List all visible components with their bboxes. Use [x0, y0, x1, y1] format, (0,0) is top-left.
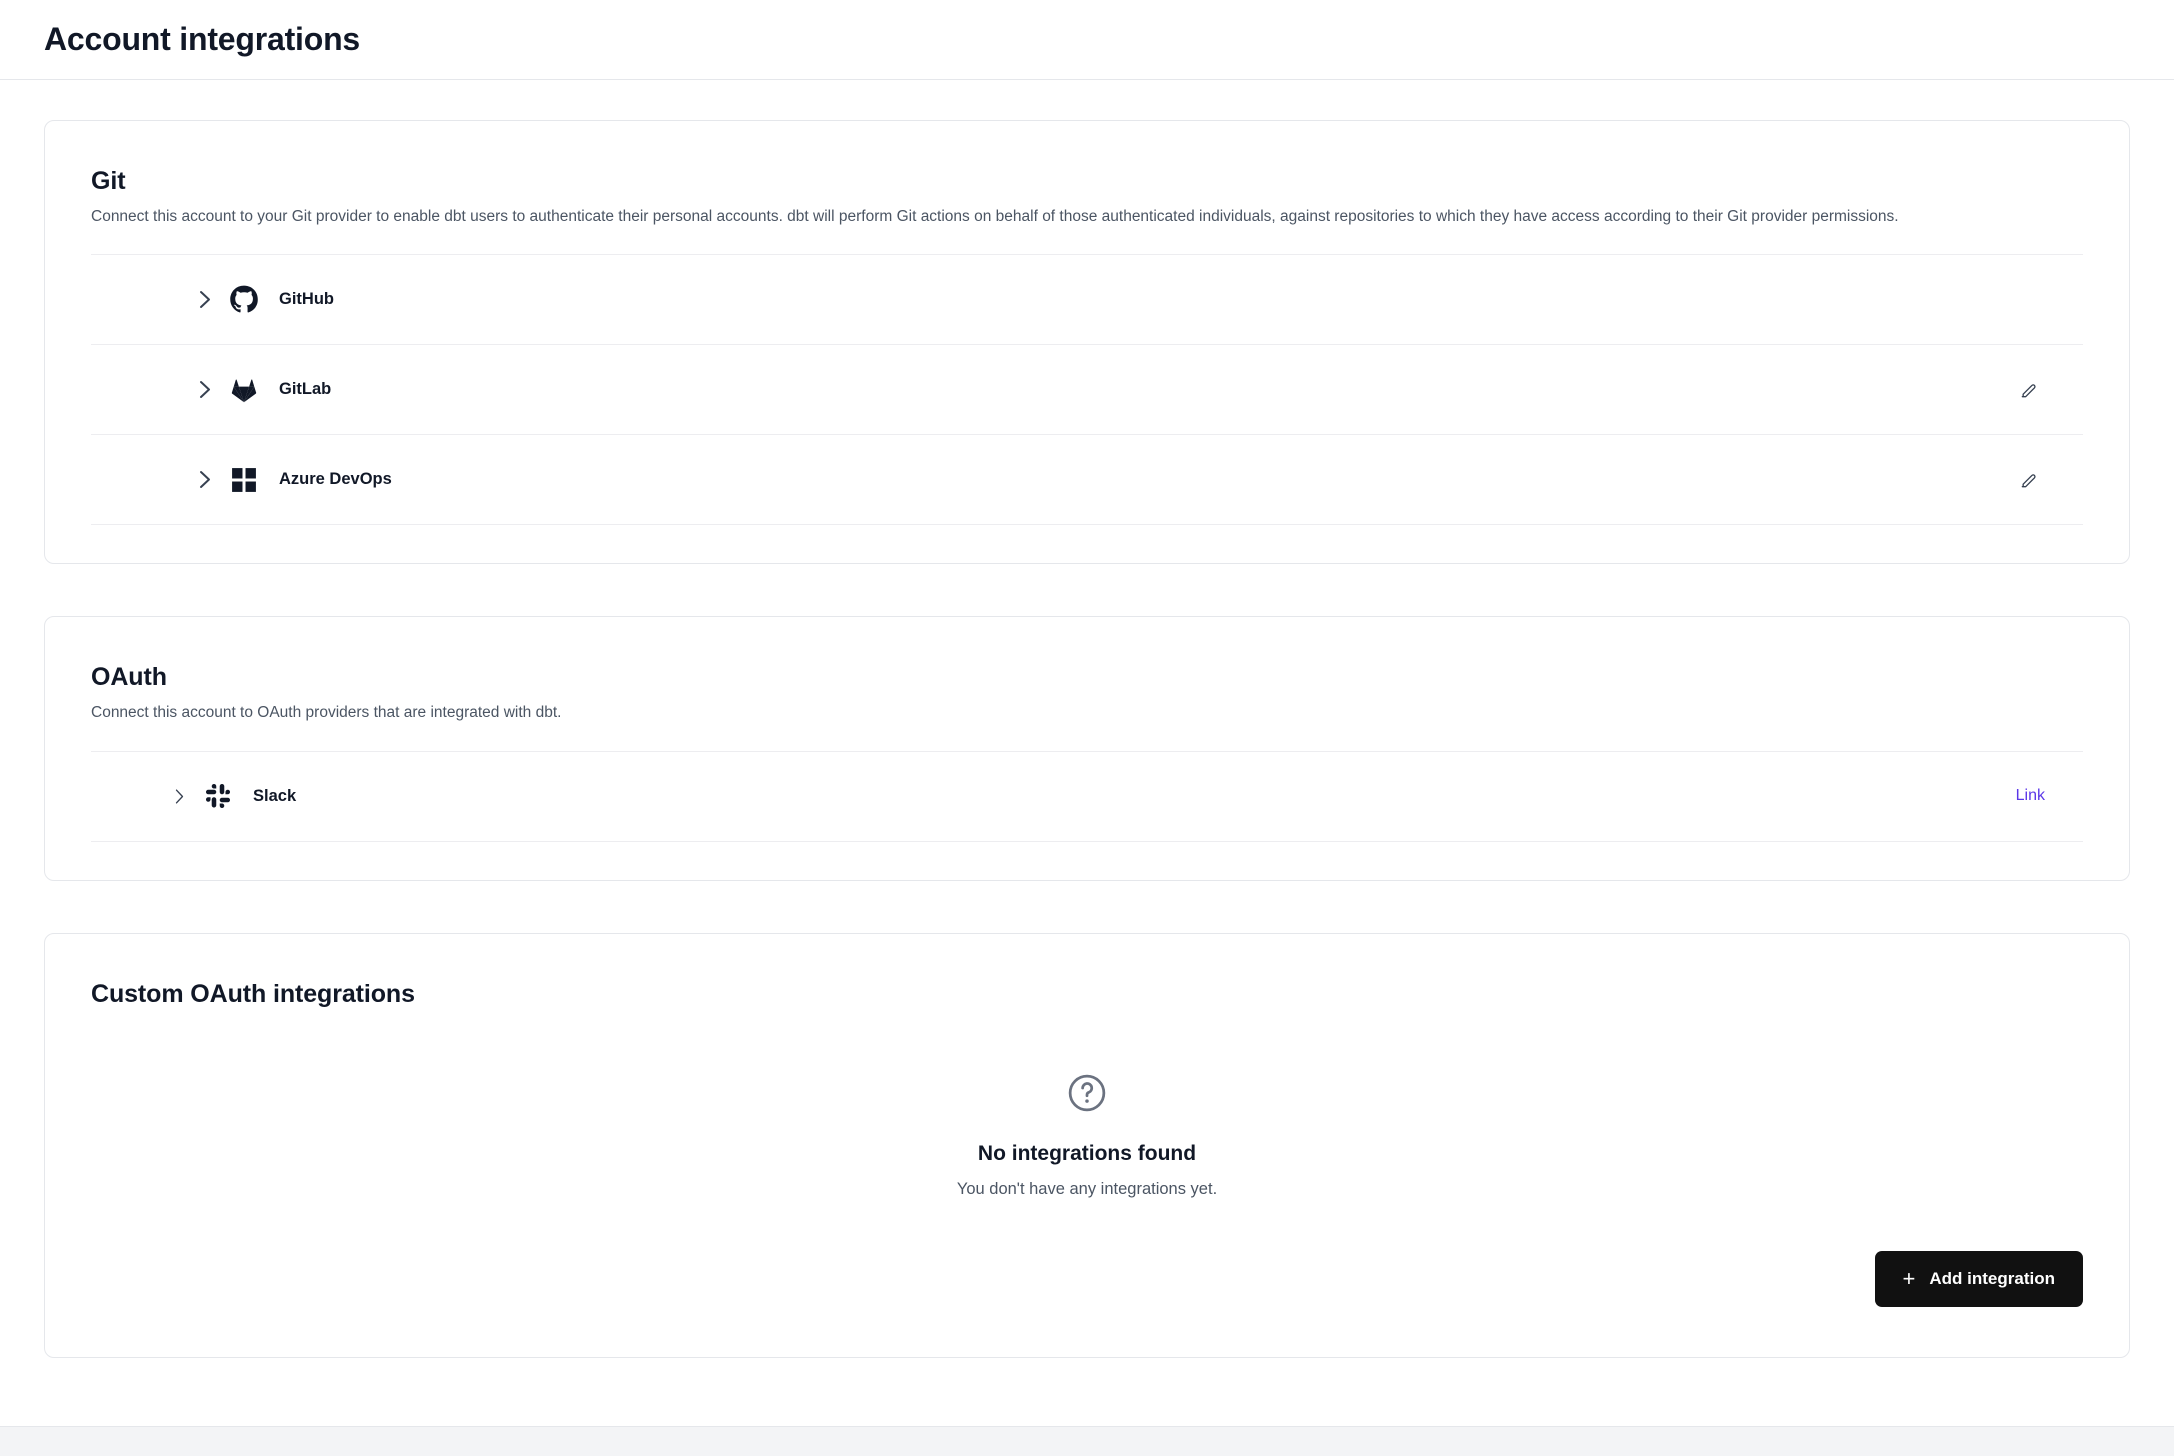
custom-oauth-card: [44, 933, 2130, 1358]
empty-state-subtitle: You don't have any integrations yet.: [956, 1179, 1218, 1198]
git-provider-row-github[interactable]: [91, 255, 2083, 345]
chevron-right-icon[interactable]: [157, 788, 201, 805]
git-provider-row-azure-devops[interactable]: [91, 435, 2083, 525]
provider-name: GitHub: [279, 290, 334, 309]
github-icon: [227, 283, 261, 317]
azure-devops-icon: [227, 463, 261, 497]
add-integration-label: Add integration: [1929, 1268, 2055, 1288]
custom-oauth-footer: [91, 1209, 2083, 1357]
plus-icon: +: [1902, 1265, 1916, 1291]
question-circle-icon: [1065, 1071, 1109, 1120]
provider-name: GitLab: [279, 380, 332, 399]
provider-name: Slack: [253, 786, 297, 805]
chevron-right-icon[interactable]: [183, 380, 227, 399]
oauth-section-description: Connect this account to OAuth providers that are integrated with dbt.: [91, 704, 562, 722]
slack-icon: [201, 779, 235, 813]
slack-row-left: [91, 779, 2016, 813]
chevron-right-icon[interactable]: [183, 290, 227, 309]
add-integration-button[interactable]: [1875, 1251, 2083, 1307]
git-provider-list: [91, 254, 2083, 525]
oauth-section-title: OAuth: [91, 663, 167, 692]
git-provider-row-gitlab[interactable]: [91, 345, 2083, 435]
azure-devops-row-left: [91, 463, 2013, 497]
bottom-strip: [0, 1426, 2174, 1456]
slack-row-actions: [2016, 787, 2073, 805]
oauth-provider-list: [91, 751, 2083, 842]
azure-devops-row-actions: [2013, 464, 2073, 496]
page-title: Account integrations: [44, 21, 361, 57]
pencil-icon[interactable]: [2013, 374, 2045, 406]
git-section-description: Connect this account to your Git provider to enable dbt users to authenticate their personal accounts. dbt will perform Git actions on behalf of those authenticated individuals, against repositories to which they have access according to their Git provider permissions.: [91, 208, 1899, 225]
oauth-card: [44, 616, 2130, 880]
content-area: [0, 80, 2174, 1358]
chevron-right-icon[interactable]: [183, 470, 227, 489]
oauth-provider-row-slack[interactable]: [91, 752, 2083, 842]
gitlab-icon: [227, 373, 261, 407]
pencil-icon[interactable]: [2013, 464, 2045, 496]
empty-state-title: No integrations found: [977, 1141, 1197, 1165]
page-header: [0, 0, 2174, 80]
slack-link-button[interactable]: Link: [2015, 787, 2045, 805]
custom-oauth-section-title: Custom OAuth integrations: [91, 979, 415, 1008]
provider-name: Azure DevOps: [279, 470, 392, 489]
github-row-left: [91, 283, 2045, 317]
gitlab-row-left: [91, 373, 2013, 407]
git-card: [44, 120, 2130, 564]
git-section-title: Git: [91, 167, 126, 195]
empty-state: [91, 1019, 2083, 1209]
gitlab-row-actions: [2013, 374, 2073, 406]
